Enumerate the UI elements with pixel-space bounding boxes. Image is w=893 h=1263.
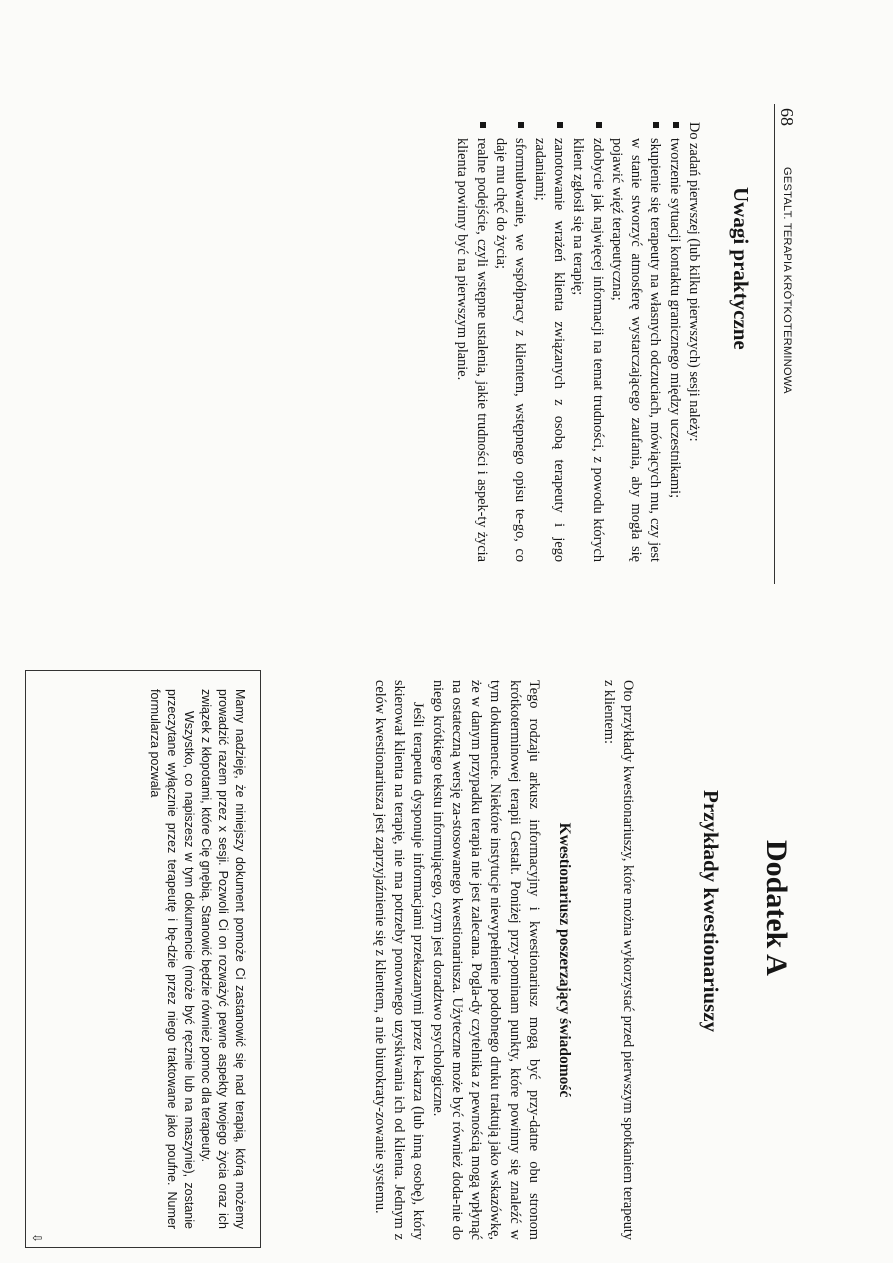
body-paragraph: Jeśli terapeuta dysponuje informacjami przekazanymi przez le-karza (lub inną osobę), który skierował klienta na terapię, nie ma potrzeby ponownego uzyskiwania ich od klienta. Jednym z celów kwestionariusza jest zaprzyjaźnienie się z klientem, a nie biurokraty-zowanie systemu.: [371, 680, 427, 1240]
body-paragraph: Tego rodzaju arkusz informacyjny i kwestionariusz mogą być przy-datne obu stronom krótkoterminowej terapii Gestalt. Poniżej przy-pominam punkty, które powinny się znaleźć w tym dokumencie. Niektóre instytucje niewypełnienie podobnego druku traktują jako wskazówkę, że w danym przypadku terapia nie jest zalecana. Pogla-dy czytelnika z pewnością mogą wpłynąć na ostateczną wersję za-stosowanego kwestionariusza. Użyteczne może być również doda-nie do niego krótkiego tekstu informującego, czym jest doradztwo psychologiczne.: [429, 680, 542, 1240]
running-header: GESTALT. TERAPIA KRÓTKOTERMINOWA: [781, 167, 793, 394]
page-gutter: [0, 600, 893, 601]
bullet-icon: [480, 122, 486, 128]
bullet-text: tworzenie sytuacji kontaktu granicznego między uczestnikami;: [666, 138, 683, 499]
note-paragraph: Mamy nadzieję, że niniejszy dokument pomoże Ci zastanowić się nad terapią, którą możemy prowadzić razem przez x sesji. Pozwoli Ci on rozważyć pewne aspekty twojego życia oraz ich związek z kłopotami, które Cię gnębią. Stanowić będzie również pomoc dla terapeuty.: [199, 689, 247, 1229]
bullet-item: [664, 122, 683, 562]
intro-text: Oto przykłady kwestionariuszy, które można wykorzystać przed pierwszym spotkaniem terapeuty z klientem:: [600, 680, 636, 1240]
page-number: 68: [777, 108, 797, 126]
appendix-subtitle: Przykłady kwestionariuszy: [699, 790, 723, 1033]
questionnaire-note-box: [25, 670, 261, 1248]
bullet-text: sformułowanie, we współpracy z klientem, wstępnego opisu te-go, co daje mu chęć do życia;: [493, 138, 529, 562]
bullet-text: realne podejście, czyli wstępne ustalenia, jakie trudności i aspek-ty życia klienta powinny być na pierwszym planie.: [454, 138, 490, 562]
questionnaire-heading: Kwestionariusz poszerzający świadomość: [556, 822, 573, 1098]
bullet-item: [491, 122, 530, 562]
intro-line: Do zadań pierwszej (lub kilku pierwszych) sesji należy:: [686, 122, 702, 442]
bullet-item: [529, 122, 568, 562]
right-page: [0, 610, 893, 1250]
header-rule: [774, 104, 775, 584]
bullet-icon: [673, 122, 679, 128]
section-title: Uwagi praktyczne: [729, 187, 753, 350]
bullet-item: [568, 122, 607, 562]
bullet-icon: [557, 122, 563, 128]
bullet-icon: [653, 122, 659, 128]
note-paragraph: Wszystko, co napiszesz w tym dokumencie (może być ręcznie lub na maszynie), zostanie przeczytane wyłącznie przez terapeutę i bę-dzie przez niego traktowane jako poufne. Numer formularza pozwala: [148, 689, 196, 1229]
bullet-list: [452, 122, 684, 562]
bullet-text: zanotowanie wrażeń klienta związanych z osobą terapeuty i jego zadaniami;: [531, 138, 567, 562]
bullet-item: [452, 122, 491, 562]
bullet-text: skupienie się terapeuty na własnych odczuciach, mówiących mu, czy jest w stanie stworzyć atmosferę wystarczającego zaufania, aby mogła się pojawić więź terapeutyczna;: [608, 138, 664, 562]
bullet-icon: [518, 122, 524, 128]
intro-paragraph: [598, 680, 637, 1240]
left-page: [0, 18, 893, 603]
continue-arrow-icon: ⇩: [30, 1232, 44, 1243]
bullet-text: zdobycie jak najwięcej informacji na temat trudności, z powodu których klient zgłosił się na terapię;: [570, 138, 606, 562]
bullet-item: [607, 122, 665, 562]
left-body-text: [452, 122, 703, 562]
appendix-title: Dodatek A: [760, 840, 793, 976]
questionnaire-body: [369, 680, 543, 1240]
bullet-icon: [596, 122, 602, 128]
